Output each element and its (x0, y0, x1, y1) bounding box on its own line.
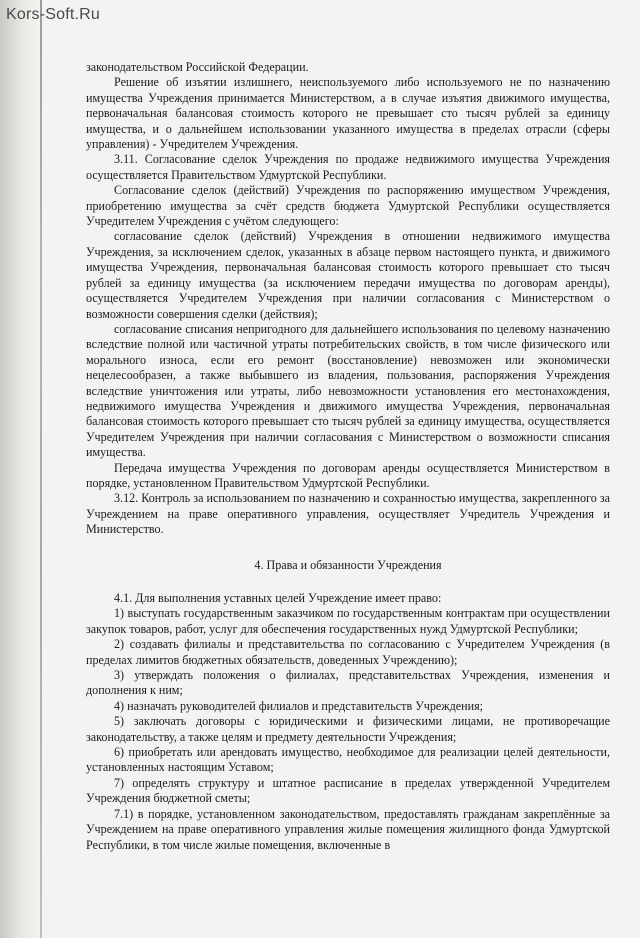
binding-fold-line (40, 0, 42, 938)
list-item: 5) заключать договоры с юридическими и физическими лицами, не противоречащие законодательству, а также целям и предмету деятельности Учреждения; (86, 714, 610, 744)
paragraph: 3.11. Согласование сделок Учреждения по продаже недвижимого имущества Учреждения осуществляется Правительством Удмуртской Республики. (86, 152, 610, 182)
list-item: 3) утверждать положения о филиалах, представительствах Учреждения, изменения и дополнения к ним; (86, 668, 610, 698)
paragraph: Решение об изъятии излишнего, неиспользуемого либо используемого не по назначению имущества Учреждения принимается Министерством, а в случае изъятия движимого имущества, первоначальная балансовая стоимость которого не превышает сто тысяч рублей за единицу имущества, и о дальнейшем использовании указанного имущества в пределах отрасли (сферы управления) - Учредителем Учреждения. (86, 75, 610, 152)
paragraph: 3.12. Контроль за использованием по назначению и сохранностью имущества, закрепленного за Учреждением на праве оперативного управления, осуществляет Учредитель Учреждения и Министерство. (86, 491, 610, 537)
list-item: 7.1) в порядке, установленном законодательством, предоставлять гражданам закреплённые за Учреждением на праве оперативного управления жилые помещения жилищного фонда Удмуртской Республики, в том числе жилые помещения, включенные в (86, 806, 610, 852)
page-left-shadow (0, 0, 42, 938)
list-item: 1) выступать государственным заказчиком по государственным контрактам при осуществлении закупок товаров, работ, услуг для обеспечения государственных нужд Удмуртской Республики; (86, 606, 610, 636)
list-item: 2) создавать филиалы и представительства по согласованию с Учредителем Учреждения (в пределах лимитов бюджетных обязательств, доведенных Учреждению); (86, 637, 610, 667)
list-item: 6) приобретать или арендовать имущество, необходимое для реализации целей деятельности, установленных настоящим Уставом; (86, 745, 610, 775)
watermark-text: Kors-Soft.Ru (6, 6, 100, 23)
list-item: 4) назначать руководителей филиалов и представительств Учреждения; (114, 698, 484, 713)
list-item: 4.1. Для выполнения уставных целей Учреждение имеет право: (114, 591, 442, 605)
document-body (86, 60, 610, 853)
list-item: 7) определять структуру и штатное расписание в пределах утвержденной Учредителем Учреждения бюджетной сметы; (86, 775, 610, 806)
paragraph: законодательством Российской Федерации. (86, 60, 309, 74)
paragraph: согласование списания непригодного для дальнейшего использования по целевому назначению вследствие полной или частичной утраты потребительских свойств, в том числе физического или морального износа, если его ремонт (восстановление) невозможен или экономически нецелесообразен, а также выбывшего из владения, пользования, распоряжения Учреждения вследствие уничтожения или утраты, либо невозможности установления его местонахождения, недвижимого имущества Учреждения и движимого имущества Учреждения, первоначальная балансовая стоимость которого превышает сто тысяч рублей за единицу имущества, осуществляется Учредителем Учреждения при наличии согласования с Министерством о возможности списания имущества. (86, 321, 610, 460)
section-heading: 4. Права и обязанности Учреждения (254, 557, 442, 572)
paragraph: согласование сделок (действий) Учреждения в отношении недвижимого имущества Учреждения, за исключением сделок, указанных в абзаце первом настоящего пункта, и движимого имущества Учреждения, первоначальная балансовая стоимость которого превышает сто тысяч рублей за единицу имущества (за исключением передачи имущества по договорам аренды), осуществляется Учредителем Учреждения при наличии согласования с Министерством о возможности совершения сделки (действия); (86, 229, 610, 321)
paragraph: Согласование сделок (действий) Учреждения по распоряжению имуществом Учреждения, приобретению имущества за счёт средств бюджета Удмуртской Республики осуществляется Учредителем Учреждения с учётом следующего: (86, 183, 610, 229)
paragraph: Передача имущества Учреждения по договорам аренды осуществляется Министерством в порядке, установленном Правительством Удмуртской Республики. (86, 460, 610, 490)
